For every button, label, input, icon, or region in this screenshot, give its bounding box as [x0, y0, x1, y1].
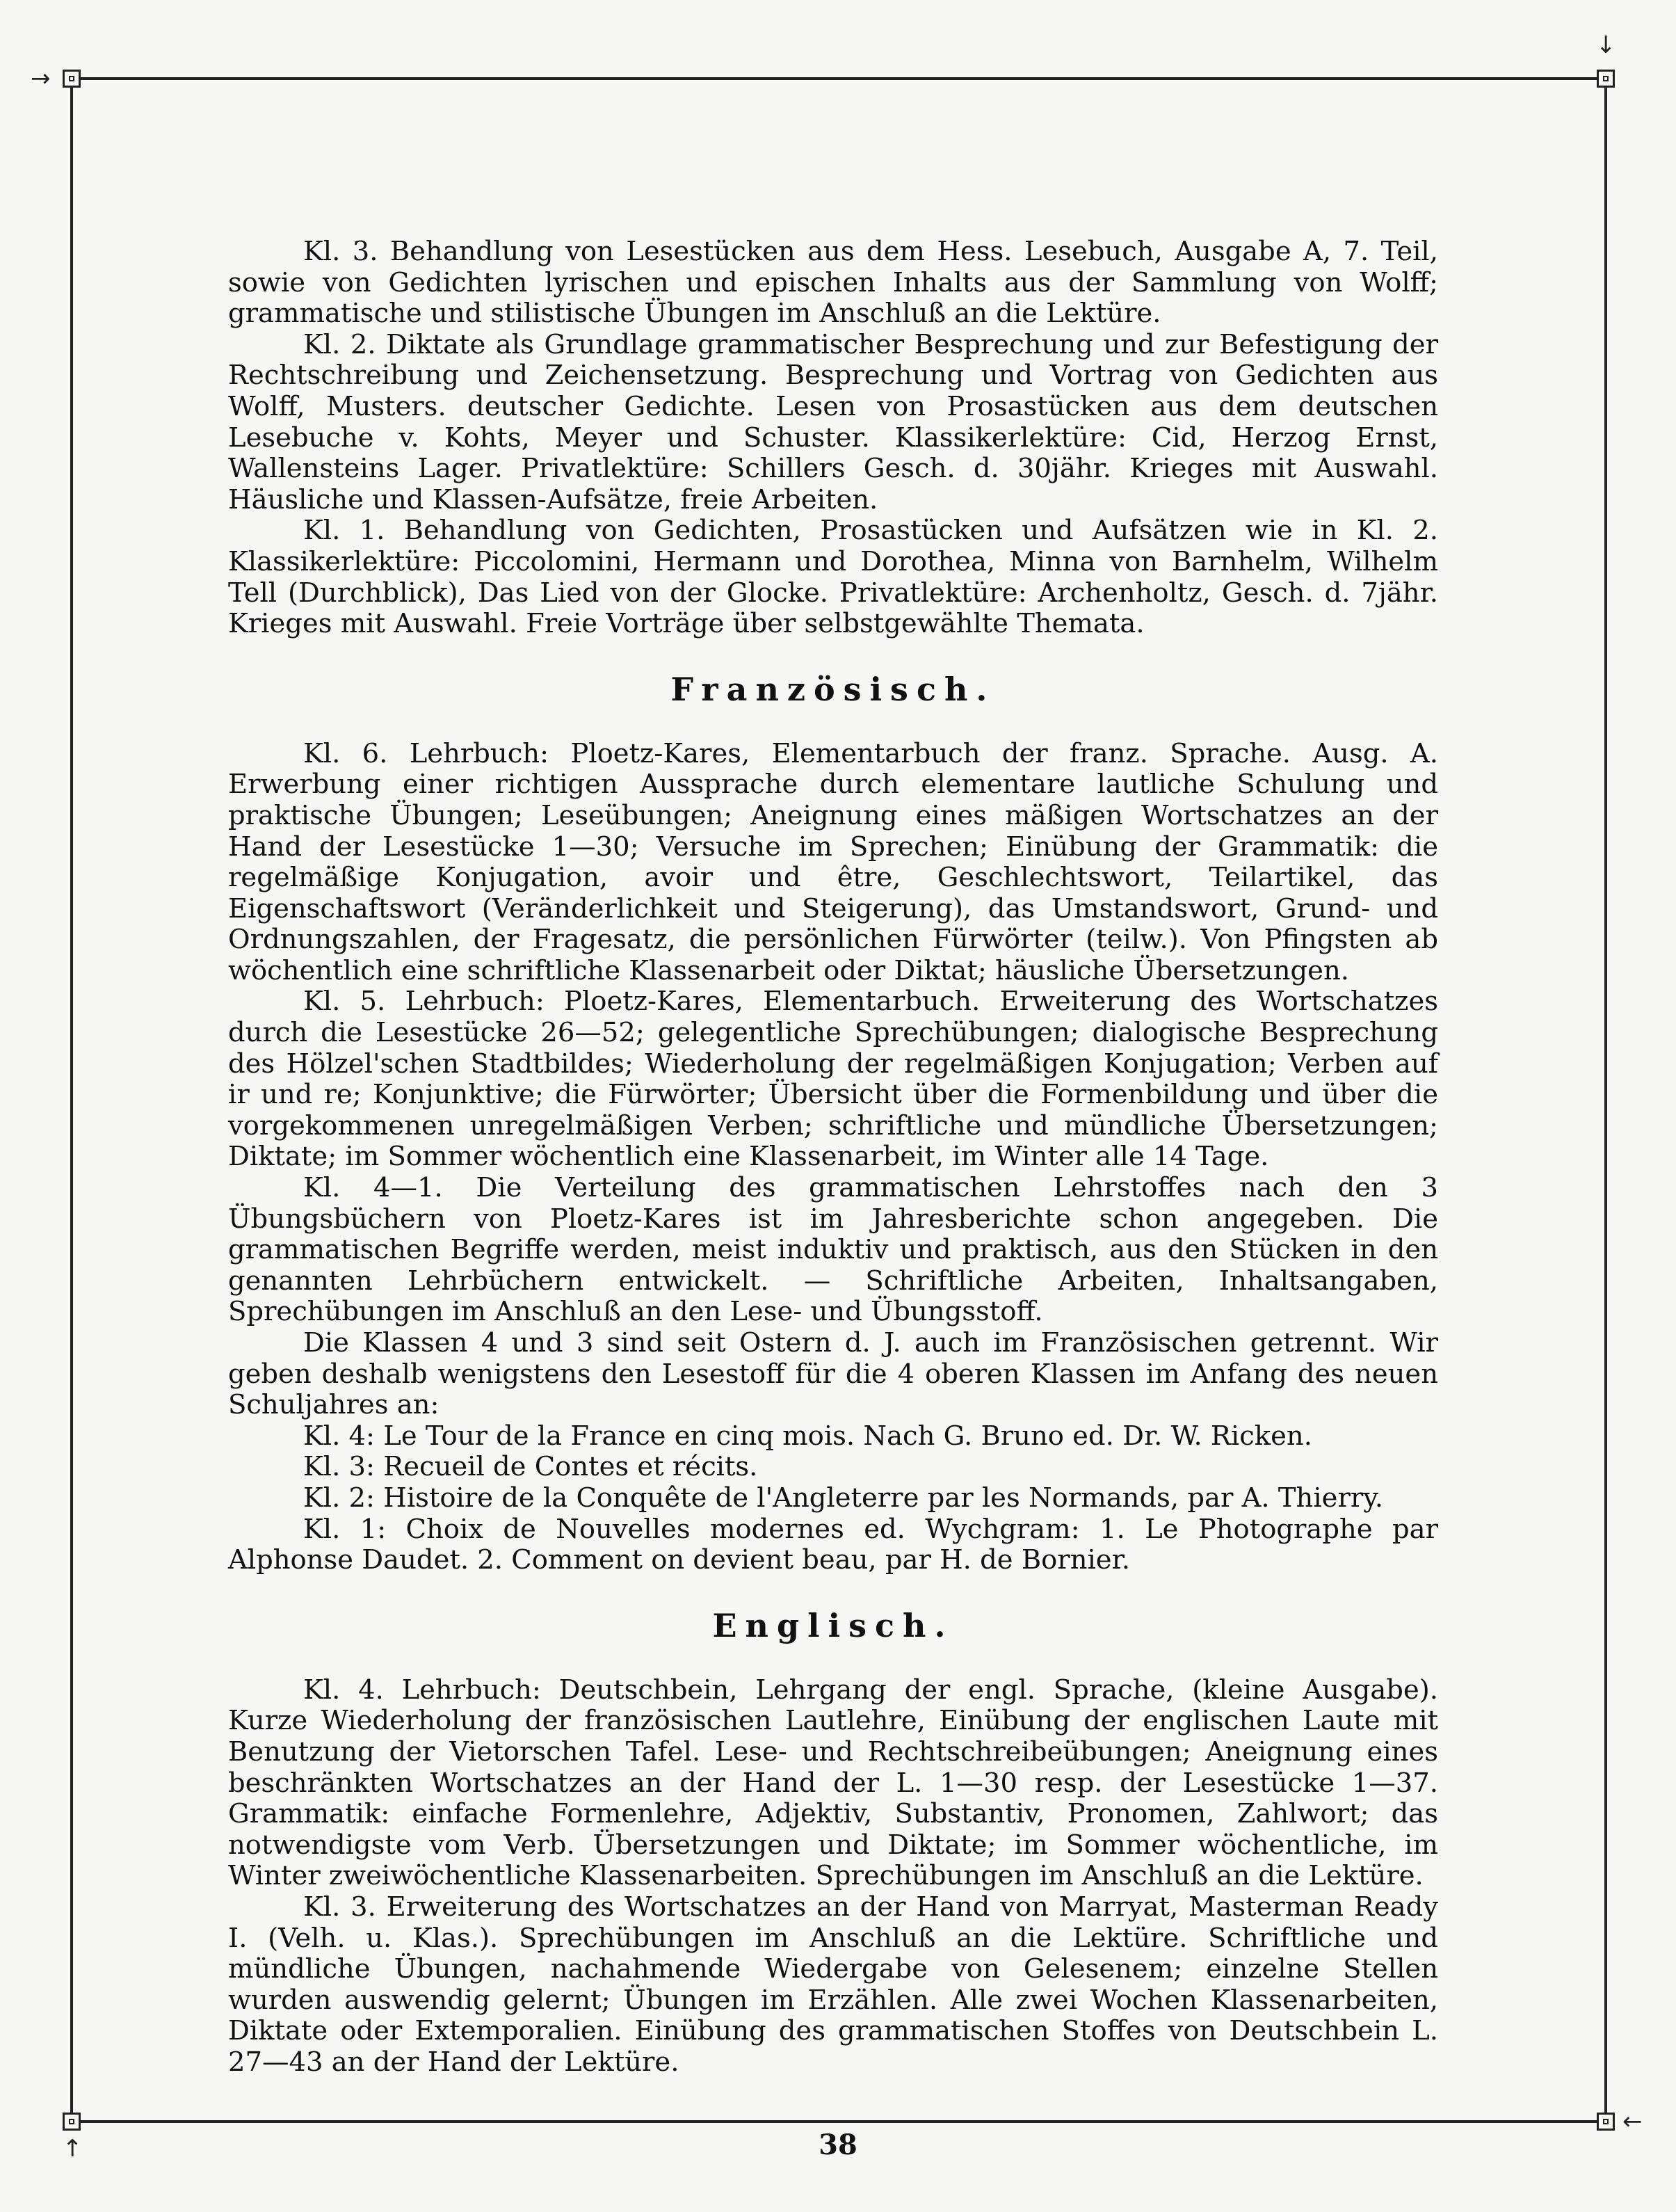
- paragraph-french-kl4-1: Kl. 4—1. Die Verteilung des grammatischen Lehrstoffes nach den 3 Übungsbüchern von Ploetz-Kares ist im Jahresberichte schon angegeben. Die grammatischen Begriffe werden, meist induktiv und praktisch, aus den Stücken in den genannten Lehrbüchern entwickelt. — Schriftliche Arbeiten, Inhaltsangaben, Sprechübungen im Anschluß an den Lese- und Übungsstoff.: [228, 1172, 1438, 1328]
- paragraph-french-kl5: Kl. 5. Lehrbuch: Ploetz-Kares, Elementarbuch. Erweiterung des Wortschatzes durch die Lesestücke 26—52; gelegentliche Sprechübungen; dialogische Besprechung des Hölzel'schen Stadtbildes; Wiederholung der regelmäßigen Konjugation; Verben auf ir und re; Konjunktive; die Fürwörter; Übersicht über die Formenbildung und über die vorgekommenen unregelmäßigen Verben; schriftliche und mündliche Übersetzungen; Diktate; im Sommer wöchentlich eine Klassenarbeit, im Winter alle 14 Tage.: [228, 986, 1438, 1173]
- reading-kl3: Kl. 3: Recueil de Contes et récits.: [303, 1451, 758, 1483]
- frame-left-line: [70, 77, 73, 2122]
- paragraph-french-kl6: Kl. 6. Lehrbuch: Ploetz-Kares, Elementarbuch der franz. Sprache. Ausg. A. Erwerbung einer richtigen Aussprache durch elementare lautliche Schulung und praktische Übungen; Leseübungen; Aneignung eines mäßigen Wortschatzes an der Hand der Lesestücke 1—30; Versuche im Sprechen; Einübung der Grammatik: die regelmäßige Konjugation, avoir und être, Geschlechtswort, Teilartikel, das Eigenschaftswort (Veränderlichkeit und Steigerung), das Umstandswort, Grund- und Ordnungszahlen, der Fragesatz, die persönlichen Fürwörter (teilw.). Von Pfingsten ab wöchentlich eine schriftliche Klassenarbeit oder Diktat; häusliche Übersetzungen.: [228, 737, 1438, 986]
- arrow-left-icon: ←: [1622, 2108, 1643, 2135]
- reading-kl2: Kl. 2: Histoire de la Conquête de l'Angleterre par les Normands, par A. Thierry.: [303, 1482, 1384, 1514]
- frame-right-line: [1604, 77, 1607, 2122]
- reading-kl4: Kl. 4: Le Tour de la France en cinq mois. Nach G. Bruno ed. Dr. W. Ricken.: [303, 1420, 1312, 1452]
- frame-top-line: [70, 77, 1606, 80]
- arrow-right-icon: →: [31, 65, 51, 93]
- frame-bottom-line: [70, 2120, 1606, 2123]
- paragraph-german-kl3: Kl. 3. Behandlung von Lesestücken aus dem Hess. Lesebuch, Ausgabe A, 7. Teil, sowie von Gedichten lyrischen und epischen Inhalts aus der Sammlung von Wolff; grammatische und stilistische Übungen im Anschluß an die Lektüre.: [228, 236, 1438, 330]
- paragraph-english-kl4: Kl. 4. Lehrbuch: Deutschbein, Lehrgang der engl. Sprache, (kleine Ausgabe). Kurze Wiederholung der französischen Lautlehre, Einübung der englischen Laute mit Benutzung der Vietorschen Tafel. Lese- und Rechtschreibeübungen; Aneignung eines beschränkten Wortschatzes an der Hand der L. 1—30 resp. der Lesestücke 1—37. Grammatik: einfache Formenlehre, Adjektiv, Substantiv, Pronomen, Zahlwort; das notwendigste vom Verb. Übersetzungen und Diktate; im Sommer wöchentliche, im Winter zweiwöchentliche Klassenarbeiten. Sprechübungen im Anschluß an die Lektüre.: [228, 1674, 1438, 1892]
- french-section: [228, 739, 1438, 1576]
- paragraph-english-kl3: Kl. 3. Erweiterung des Wortschatzes an der Hand von Marryat, Masterman Ready I. (Velh. u. Klas.). Sprechübungen im Anschluß an die Lektüre. Schriftliche und mündliche Übungen, nachahmende Wiedergabe von Gelesenem; einzelne Stellen wurden auswendig gelernt; Übungen im Erzählen. Alle zwei Wochen Klassenarbeiten, Diktate oder Extemporalien. Einübung des grammatischen Stoffes von Deutschbein L. 27—43 an der Hand der Lektüre.: [228, 1891, 1438, 2078]
- page-content: [228, 237, 1438, 2078]
- arrow-up-icon: ↑: [63, 2135, 83, 2163]
- english-section: [228, 1675, 1438, 2078]
- arrow-down-icon: ↓: [1596, 31, 1616, 59]
- frame-corner-top-right: [1597, 70, 1615, 88]
- page-number: 38: [819, 2129, 857, 2161]
- paragraph-french-notice: Die Klassen 4 und 3 sind seit Ostern d. J. auch im Französischen getrennt. Wir geben deshalb wenigstens den Lesestoff für die 4 oberen Klassen im Anfang des neuen Schuljahres an:: [228, 1327, 1438, 1421]
- paragraph-german-kl1: Kl. 1. Behandlung von Gedichten, Prosastücken und Aufsätzen wie in Kl. 2. Klassikerlektüre: Piccolomini, Hermann und Dorothea, Minna von Barnhelm, Wilhelm Tell (Durchblick), Das Lied von der Glocke. Privatlektüre: Archenholtz, Gesch. d. 7jähr. Krieges mit Auswahl. Freie Vorträge über selbstgewählte Themata.: [228, 515, 1438, 640]
- section-title-english: Englisch.: [712, 1606, 954, 1644]
- frame-corner-top-left: [63, 70, 81, 88]
- section-title-french: Französisch.: [670, 670, 996, 708]
- german-section: [228, 237, 1438, 640]
- paragraph-german-kl2: Kl. 2. Diktate als Grundlage grammatischer Besprechung und zur Befestigung der Rechtschreibung und Zeichensetzung. Besprechung und Vortrag von Gedichten aus Wolff, Musters. deutscher Gedichte. Lesen von Prosastücken aus dem deutschen Lesebuche v. Kohts, Meyer und Schuster. Klassikerlektüre: Cid, Herzog Ernst, Wallensteins Lager. Privatlektüre: Schillers Gesch. d. 30jähr. Krieges mit Auswahl. Häusliche und Klassen-Aufsätze, freie Arbeiten.: [228, 328, 1438, 515]
- reading-kl1: Kl. 1: Choix de Nouvelles modernes ed. Wychgram: 1. Le Photographe par Alphonse Daudet. 2. Comment on devient beau, par H. de Bornier.: [228, 1513, 1438, 1576]
